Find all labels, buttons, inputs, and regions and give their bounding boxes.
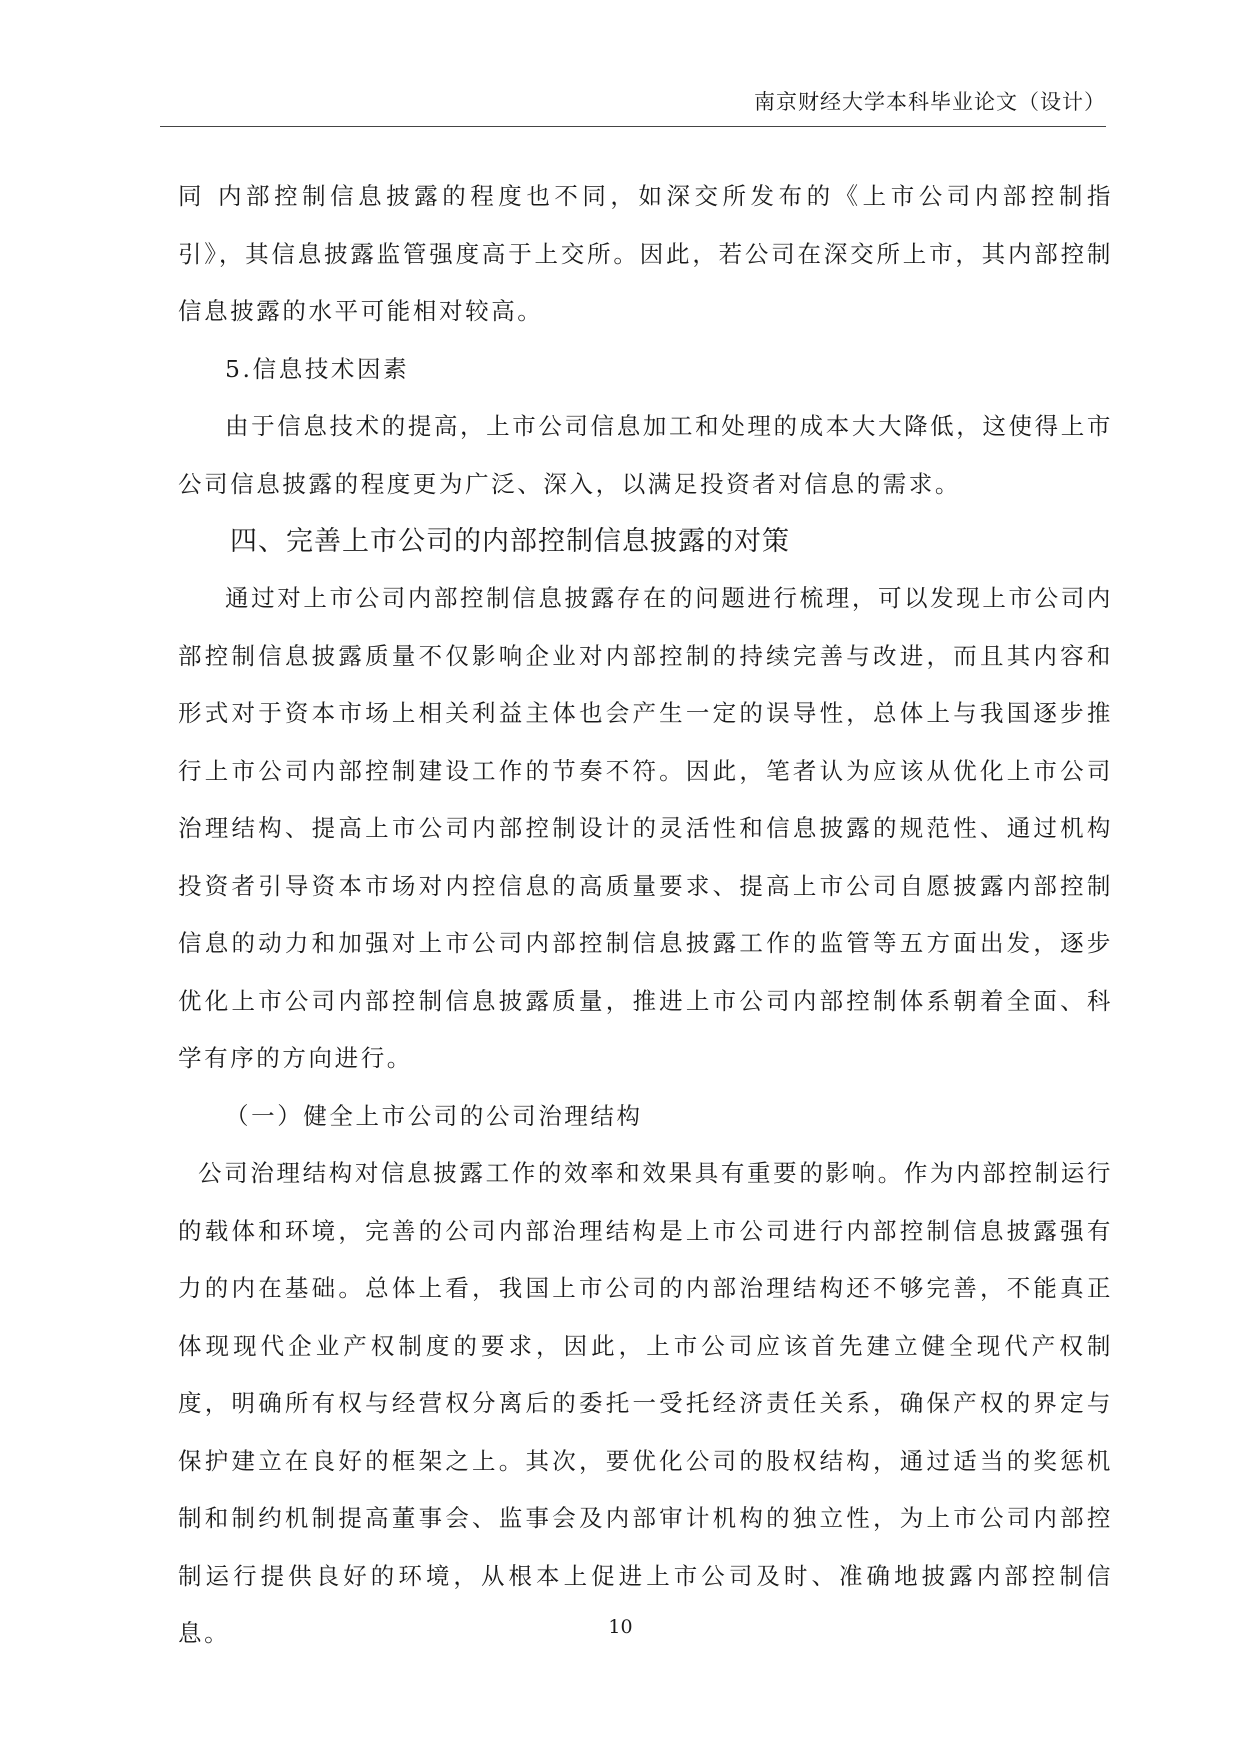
page-number: 10 — [608, 1616, 633, 1638]
paragraph: 公司治理结构对信息披露工作的效率和效果具有重要的影响。作为内部控制运行的载体和环境，完善的公司内部治理结构是上市公司进行内部控制信息披露强有力的内在基础。总体上看，我国上市公司的内部治理结构还不够完善，不能真正体现现代企业产权制度的要求，因此，上市公司应该首先建立健全现代产权制度，明确所有权与经营权分离后的委托一受托经济责任关系，确保产权的界定与保护建立在良好的框架之上。其次，要优化公司的股权结构，通过适当的奖惩机制和制约机制提高董事会、监事会及内部审计机构的独立性，为上市公司内部控制运行提供良好的环境，从根本上促进上市公司及时、准确地披露内部控制信息。 — [178, 1159, 1113, 1647]
document-body — [178, 168, 1113, 1663]
page-header: 南京财经大学本科毕业论文（设计） — [754, 90, 1106, 114]
paragraph: 通过对上市公司内部控制信息披露存在的问题进行梳理，可以发现上市公司内部控制信息披露质量不仅影响企业对内部控制的持续完善与改进，而且其内容和形式对于资本市场上相关利益主体也会产生一定的误导性，总体上与我国逐步推行上市公司内部控制建设工作的节奏不符。因此，笔者认为应该从优化上市公司治理结构、提高上市公司内部控制设计的灵活性和信息披露的规范性、通过机构投资者引导资本市场对内控信息的高质量要求、提高上市公司自愿披露内部控制信息的动力和加强对上市公司内部控制信息披露工作的监管等五方面出发，逐步优化上市公司内部控制信息披露质量，推进上市公司内部控制体系朝着全面、科学有序的方向进行。 — [178, 584, 1113, 1072]
paragraph: 由于信息技术的提高，上市公司信息加工和处理的成本大大降低，这使得上市公司信息披露的程度更为广泛、深入，以满足投资者对信息的需求。 — [178, 412, 1113, 498]
header-rule — [160, 126, 1106, 127]
subsection-heading: 5.信息技术因素 — [225, 354, 410, 383]
subsection-heading: （一）健全上市公司的公司治理结构 — [225, 1101, 643, 1130]
paragraph: 同 内部控制信息披露的程度也不同，如深交所发布的《上市公司内部控制指引》，其信息披露监管强度高于上交所。因此，若公司在深交所上市，其内部控制信息披露的水平可能相对较高。 — [178, 182, 1113, 325]
section-heading: 四、完善上市公司的内部控制信息披露的对策 — [230, 526, 790, 557]
